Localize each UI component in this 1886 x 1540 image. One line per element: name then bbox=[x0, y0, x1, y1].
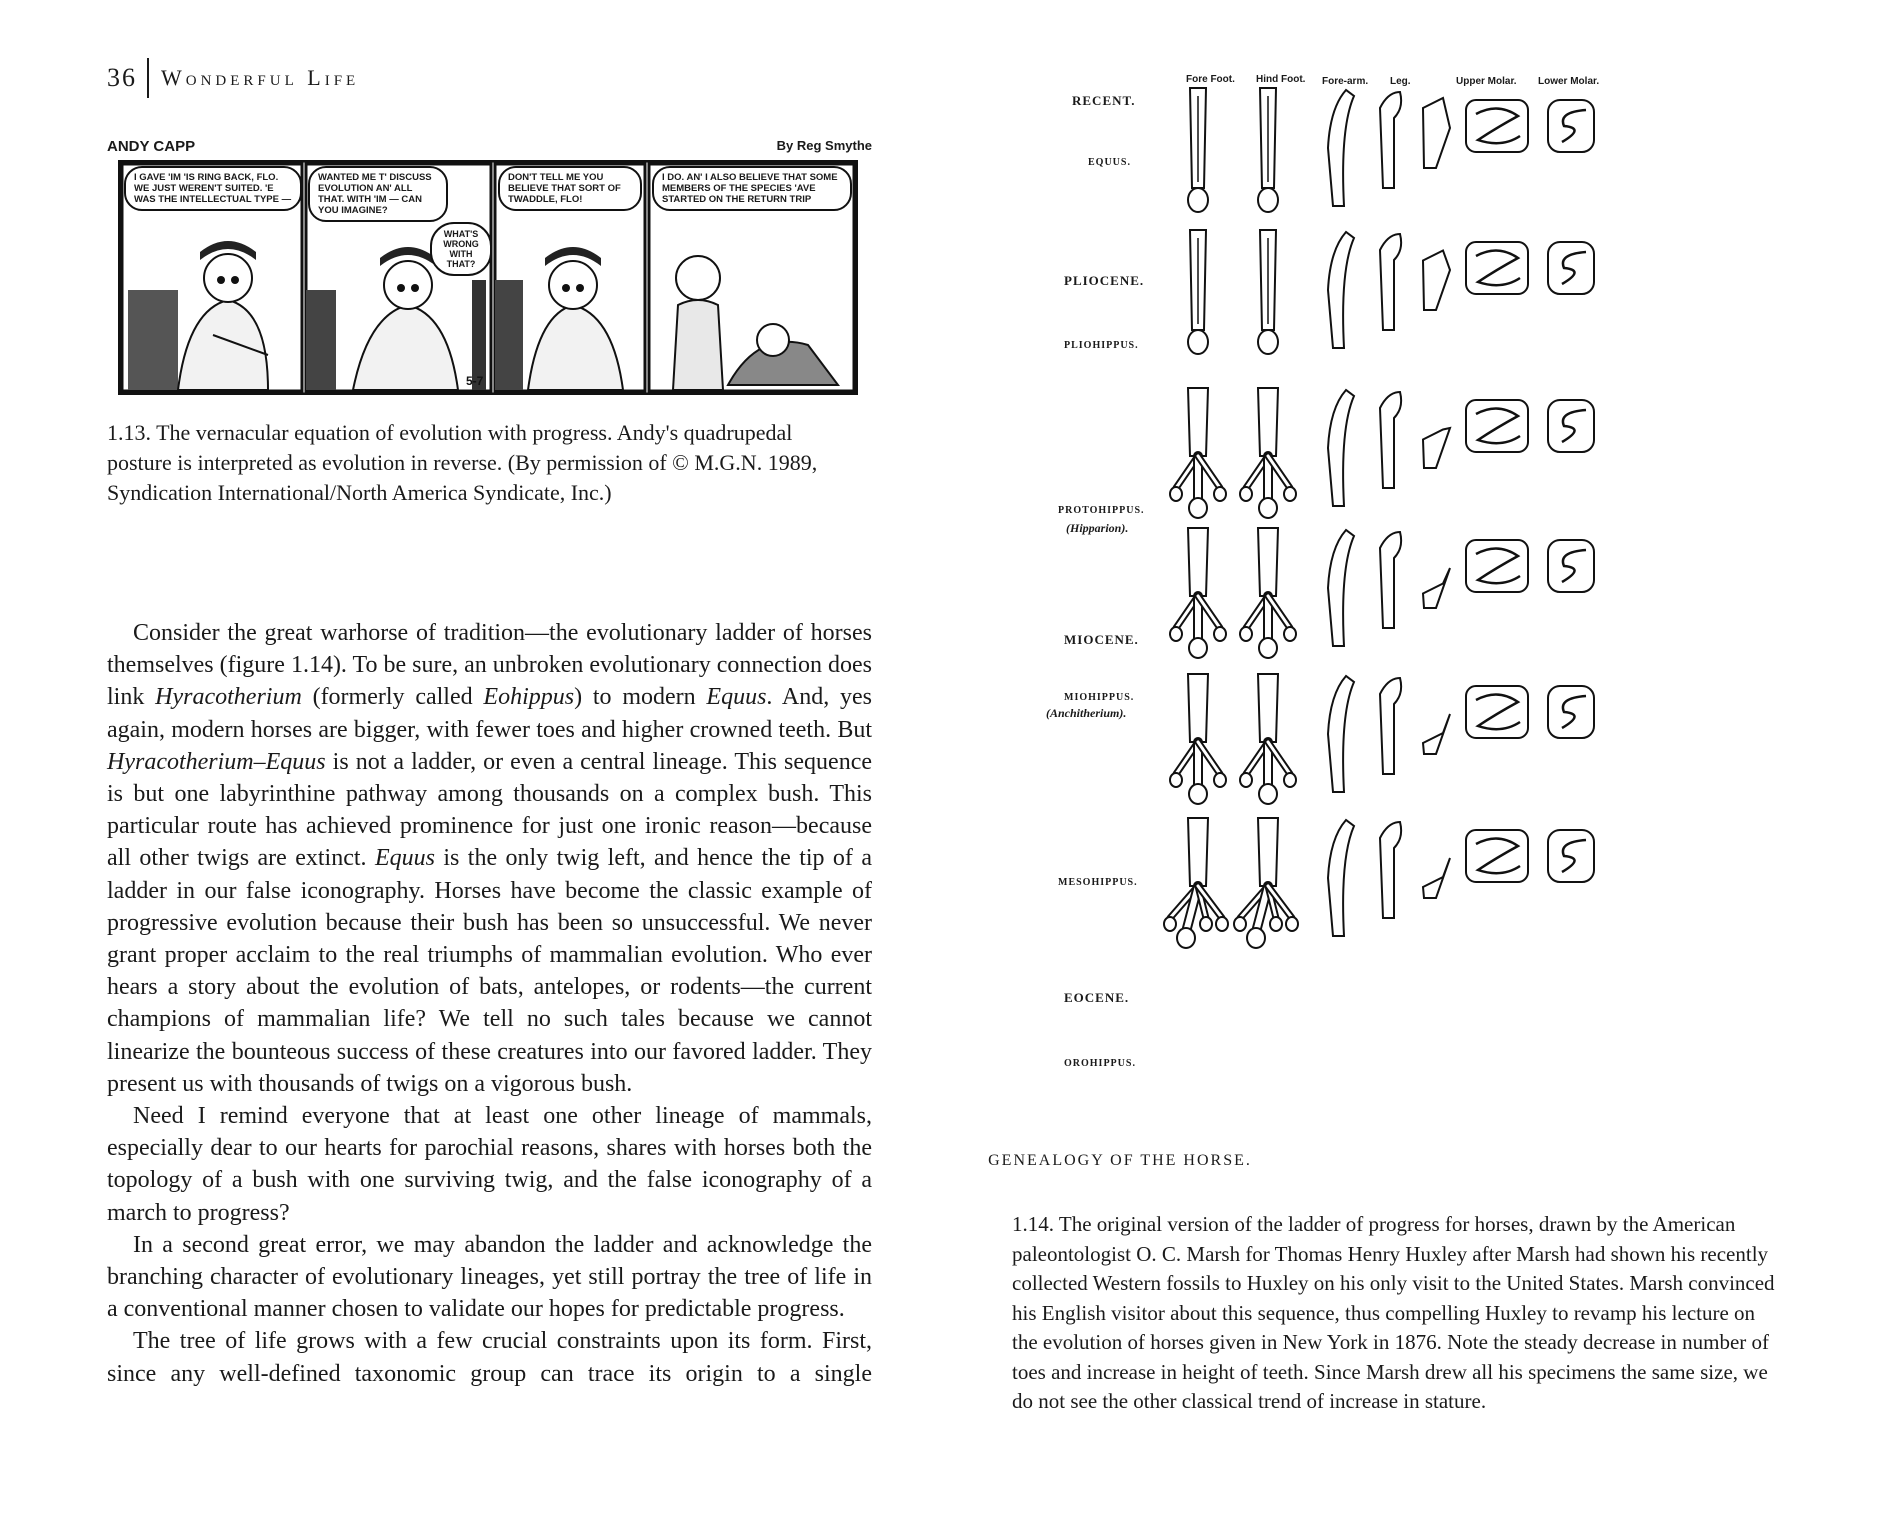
tooth-side-drawing bbox=[1423, 714, 1450, 754]
fore-foot-drawing bbox=[1170, 487, 1182, 501]
tooth-side-drawing bbox=[1423, 858, 1450, 898]
paragraph-4: The tree of life grows with a few crucial constraints upon its form. First, since any well-defined taxonomic group can trace its origin to a single bbox=[107, 1328, 872, 1387]
column-header-leg: Leg. bbox=[1390, 76, 1411, 87]
hind-foot-drawing bbox=[1258, 330, 1278, 354]
era-pliocene: PLIOCENE. bbox=[1064, 273, 1145, 288]
paragraph-3: In a second great error, we may abandon the ladder and acknowledge the branching character of evolutionary lineages, yet still portray the tree of life in a conventional manner chosen to validate our hopes for predictable progress. bbox=[107, 1231, 872, 1323]
genus-pliohippus: PLIOHIPPUS. bbox=[1064, 340, 1139, 351]
synonym-anchitherium: (Anchitherium). bbox=[1046, 706, 1127, 720]
comic-header bbox=[107, 138, 872, 158]
italic-term: Hyracotherium–Equus bbox=[107, 748, 326, 775]
fore-foot-drawing bbox=[1200, 917, 1212, 931]
hind-foot-drawing bbox=[1258, 528, 1278, 596]
paragraph-1: Consider the great warhorse of tradition—the evolutionary ladder of horses themselves (figure 1.14). To be sure, an unbroken evolutionary connection does link Hyracotherium (formerly called Eohippus) to modern Equus. And, yes again, modern horses are bigger, with fewer toes and higher crowned teeth. But Hyracotherium–Equus is not a ladder, or even a central lineage. This sequence is but one labyrinthine pathway among thousands on a complex bush. This particular route has achieved prominence for just one ironic reason—because all other twigs are extinct. Equus is the only twig left, and hence the tip of a ladder in our false iconography. Horses have become the classic example of progressive evolution because their bush has been so unsuccessful. We never grant proper acclaim to the real triumphs of mammalian evolution. Who ever hears a story about the evolution of bats, antelopes, or rodents—the current champions of mammalian life? We tell no such tales because we cannot linearize the bounteous success of these creatures into our favored ladder. They present us with thousands of twigs on a vigorous bush. bbox=[107, 620, 873, 1097]
hind-foot-drawing bbox=[1284, 487, 1296, 501]
running-title: Wonderful Life bbox=[161, 65, 360, 90]
fore-foot-drawing bbox=[1189, 638, 1207, 658]
italic-term: Equus bbox=[374, 845, 435, 872]
tooth-side-drawing bbox=[1423, 98, 1450, 168]
hind-foot-drawing bbox=[1258, 674, 1278, 742]
fore-foot-drawing bbox=[1188, 330, 1208, 354]
hind-foot-drawing bbox=[1258, 188, 1278, 212]
fore-foot-drawing bbox=[1188, 388, 1208, 456]
era-eocene: EOCENE. bbox=[1064, 990, 1130, 1005]
leg-drawing bbox=[1380, 822, 1401, 918]
tooth-side-drawing bbox=[1423, 428, 1450, 468]
leg-drawing bbox=[1380, 234, 1401, 330]
balloon-panel-2b: WHAT'S WRONG WITH THAT? bbox=[430, 222, 492, 276]
hind-foot-drawing bbox=[1247, 928, 1265, 948]
hind-foot-drawing bbox=[1240, 773, 1252, 787]
hind-foot-drawing bbox=[1259, 784, 1277, 804]
fore-foot-drawing bbox=[1188, 528, 1208, 596]
column-header-fore-arm: Fore-arm. bbox=[1322, 76, 1369, 87]
balloon-panel-3: DON'T TELL ME YOU BELIEVE THAT SORT OF TWADDLE, FLO! bbox=[498, 166, 642, 211]
genus-equus: EQUUS. bbox=[1088, 157, 1131, 168]
era-miocene: MIOCENE. bbox=[1064, 632, 1139, 647]
fore-arm-drawing bbox=[1328, 676, 1354, 792]
hind-foot-drawing bbox=[1270, 917, 1282, 931]
hind-foot-drawing bbox=[1284, 773, 1296, 787]
fore-foot-drawing bbox=[1170, 773, 1182, 787]
comic-strip-image bbox=[118, 160, 858, 395]
italic-term: Eohippus bbox=[483, 684, 575, 711]
hind-foot-drawing bbox=[1240, 627, 1252, 641]
hind-foot-drawing bbox=[1259, 638, 1277, 658]
era-recent: RECENT. bbox=[1072, 93, 1136, 108]
tooth-side-drawing bbox=[1423, 251, 1450, 311]
column-header-fore-foot: Fore Foot. bbox=[1186, 74, 1235, 85]
genus-orohippus: OROHIPPUS. bbox=[1064, 1058, 1136, 1069]
leg-drawing bbox=[1380, 392, 1401, 488]
fore-foot-drawing bbox=[1189, 784, 1207, 804]
paragraph-2: Need I remind everyone that at least one other lineage of mammals, especially dear to our hearts for parochial reasons, shares with horses both the topology of a bush with one surviving twig, and the false iconography of a march to progress? bbox=[107, 1103, 872, 1226]
genus-mesohippus: MESOHIPPUS. bbox=[1058, 877, 1138, 888]
fore-arm-drawing bbox=[1328, 530, 1354, 646]
fore-foot-drawing bbox=[1170, 627, 1182, 641]
leg-drawing bbox=[1380, 92, 1401, 188]
leg-drawing bbox=[1380, 678, 1401, 774]
plate-title: GENEALOGY OF THE HORSE. bbox=[988, 1152, 1252, 1169]
genus-protohippus: PROTOHIPPUS. bbox=[1058, 505, 1145, 516]
fore-foot-drawing bbox=[1214, 627, 1226, 641]
body-text bbox=[107, 617, 872, 1390]
fore-foot-drawing bbox=[1214, 773, 1226, 787]
hind-foot-drawing bbox=[1240, 487, 1252, 501]
fore-foot-drawing bbox=[1216, 917, 1228, 931]
hind-foot-drawing bbox=[1284, 627, 1296, 641]
fore-arm-drawing bbox=[1328, 390, 1354, 506]
fore-foot-drawing bbox=[1188, 674, 1208, 742]
genus-miohippus: MIOHIPPUS. bbox=[1064, 692, 1135, 703]
fore-foot-drawing bbox=[1188, 188, 1208, 212]
comic-title: ANDY CAPP bbox=[107, 138, 196, 155]
right-page bbox=[943, 0, 1886, 1540]
hind-foot-drawing bbox=[1258, 388, 1278, 456]
comic-date-mark: 5-7 bbox=[466, 374, 484, 388]
balloon-panel-4: I DO. AN' I ALSO BELIEVE THAT SOME MEMBERS OF THE SPECIES 'AVE STARTED ON THE RETURN TRIP bbox=[652, 166, 852, 211]
fore-foot-drawing bbox=[1188, 818, 1208, 886]
italic-term: Hyracotherium bbox=[155, 684, 302, 711]
leg-drawing bbox=[1380, 532, 1401, 628]
figure-caption-1-13: 1.13. The vernacular equation of evolution with progress. Andy's quadrupedal posture is interpreted as evolution in reverse. (By permission of © M.G.N. 1989, Syndication International/North America Syndicate, Inc.) bbox=[107, 420, 818, 505]
tooth-side-drawing bbox=[1423, 568, 1450, 608]
running-head bbox=[107, 58, 359, 98]
fore-foot-drawing bbox=[1189, 498, 1207, 518]
fore-foot-drawing bbox=[1177, 928, 1195, 948]
fore-foot-drawing bbox=[1164, 917, 1176, 931]
hind-foot-drawing bbox=[1286, 917, 1298, 931]
head-rule bbox=[147, 58, 149, 98]
hind-foot-drawing bbox=[1258, 818, 1278, 886]
synonym-hipparion: (Hipparion). bbox=[1066, 521, 1129, 535]
hind-foot-drawing bbox=[1234, 917, 1246, 931]
balloon-panel-2a: WANTED ME T' DISCUSS EVOLUTION AN' ALL THAT. WITH 'IM — CAN YOU IMAGINE? bbox=[308, 166, 448, 222]
fore-foot-drawing bbox=[1214, 487, 1226, 501]
balloon-panel-1: I GAVE 'IM 'IS RING BACK, FLO. WE JUST WEREN'T SUITED. 'E WAS THE INTELLECTUAL TYPE — bbox=[124, 166, 302, 211]
column-header-hind-foot: Hind Foot. bbox=[1256, 74, 1306, 85]
comic-byline: By Reg Smythe bbox=[776, 138, 872, 153]
italic-term: Equus bbox=[706, 684, 767, 711]
fore-arm-drawing bbox=[1328, 90, 1354, 206]
hind-foot-drawing bbox=[1259, 498, 1277, 518]
figure-caption-1-14: 1.14. The original version of the ladder of progress for horses, drawn by the American paleontologist O. C. Marsh for Thomas Henry Huxley after Marsh had shown his recently collected Western fossils to Huxley on his only visit to the United States. Marsh convinced his English visitor about this sequence, thus compelling Huxley to revamp his lecture on the evolution of horses given in New York in 1876. Note the steady decrease in number of toes and increase in height of teeth. Since Marsh drew all his specimens the same size, we do not see the other classical trend of increase in stature. bbox=[1012, 1212, 1775, 1413]
page-number: 36 bbox=[107, 63, 137, 92]
fore-arm-drawing bbox=[1328, 820, 1354, 936]
column-header-upper-molar: Upper Molar. bbox=[1456, 76, 1517, 87]
genealogy-plate bbox=[1046, 68, 1658, 1168]
column-header-lower-molar: Lower Molar. bbox=[1538, 76, 1600, 87]
fore-arm-drawing bbox=[1328, 232, 1354, 348]
bones-and-teeth-drawings bbox=[1058, 68, 1658, 1168]
